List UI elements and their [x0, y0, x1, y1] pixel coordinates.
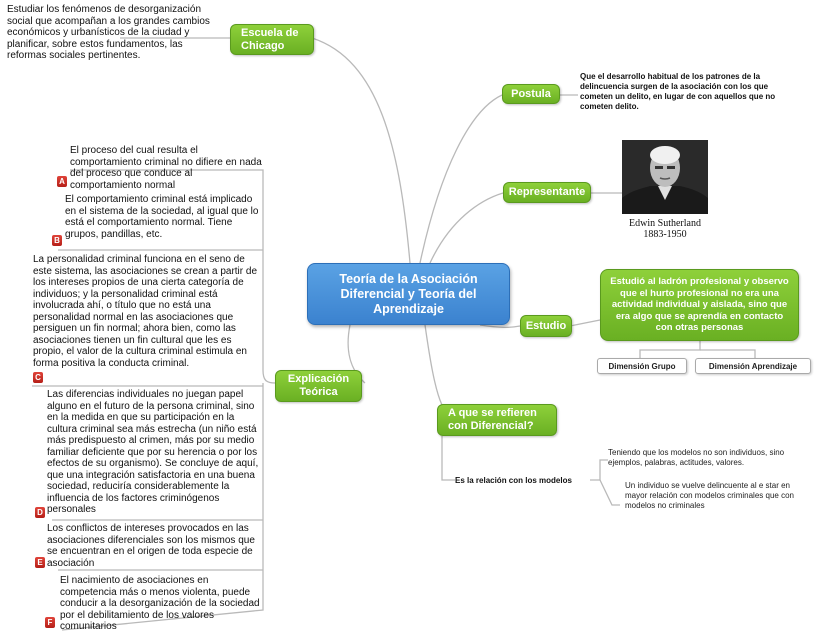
- escuela-description: Estudiar los fenómenos de desorganización social que acompañan a los grandes cambios económicos y urbanísticos de la ciudad y planificar, sobre estos fundamentos, las reformas sociales pertinentes.: [7, 4, 210, 61]
- explicacion-item-d: Las diferencias individuales no juegan papel alguno en el futuro de la persona criminal, sino en la medida en que su participación en la cultura criminal sea más estrecha (un niño está más predispuesto al crimen, más por su medio familiar deficiente que por su herencia o por los efectos de su organismo). Se concluye de aquí, que una integración satisfactoria en una buena sociedad, reduciría considerablemente la influencia de los factores criminógenos personales: [47, 389, 259, 515]
- badge-f-icon: F: [45, 617, 55, 628]
- explicacion-item-b: El comportamiento criminal está implicado en el sistema de la sociedad, al igual que lo está el comportamiento normal. Tiene grupos, pandillas, etc.: [65, 194, 259, 240]
- diferencial-node: A que se refieren con Diferencial?: [437, 404, 557, 436]
- estudio-node: Estudio: [520, 315, 572, 337]
- central-topic: Teoría de la Asociación Diferencial y Teoría del Aprendizaje: [307, 263, 510, 325]
- badge-a-icon: A: [57, 176, 67, 187]
- badge-e-icon: E: [35, 557, 45, 568]
- explicacion-teorica-node: Explicación Teórica: [275, 370, 362, 402]
- explicacion-item-c: La personalidad criminal funciona en el seno de este sistema, las asociaciones se crean a partir de los intereses propios de una cierta categoría de individuos; y la personalidad criminal está involucrada ahí, o título que no está una personalidad normal en las asociaciones que persiguen un fin normal; ahora bien, como las asociaciones tienen un fin cultural que les es propio, el valor de la cultura criminal estimula en forma positiva la conducta criminal.: [33, 254, 257, 369]
- sutherland-portrait: [622, 140, 708, 214]
- badge-b-icon: B: [52, 235, 62, 246]
- diferencial-note-2: Un individuo se vuelve delincuente al e star en mayor relación con modelos criminales que con modelos no criminales: [625, 481, 794, 510]
- portrait-caption-years: 1883-1950: [643, 229, 687, 240]
- postula-node: Postula: [502, 84, 560, 104]
- estudio-description: Estudió al ladrón profesional y observo que el hurto profesional no era una actividad individual y aislada, sino que era algo que se aprendía en contacto con otras personas: [600, 269, 799, 341]
- explicacion-item-f: El nacimiento de asociaciones en competencia más o menos violenta, puede conducir a la desorganización de la sociedad por el debilitamiento de los valores comunitarios: [60, 575, 260, 632]
- escuela-de-chicago-node: Escuela de Chicago: [230, 24, 314, 55]
- relacion-modelos-label: Es la relación con los modelos: [455, 476, 572, 485]
- badge-d-icon: D: [35, 507, 45, 518]
- dimension-aprendizaje-node: Dimensión Aprendizaje: [695, 358, 811, 374]
- diferencial-note-1: Teniendo que los modelos no son individuos, sino ejemplos, palabras, actitudes, valores.: [608, 448, 785, 467]
- postula-description: Que el desarrollo habitual de los patrones de la delincuencia surgen de la asociación con los que cometen un delito, en lugar de con aquellos que no cometen delito.: [580, 72, 776, 111]
- explicacion-item-a: El proceso del cual resulta el comportamiento criminal no difiere en nada del proceso que conduce al comportamiento normal: [70, 145, 262, 191]
- badge-c-icon: C: [33, 372, 43, 383]
- explicacion-item-e: Los conflictos de intereses provocados en las asociaciones diferenciales son los mismos que se encuentran en el origen de toda especie de asociación: [47, 523, 255, 569]
- representante-node: Representante: [503, 182, 591, 203]
- dimension-grupo-node: Dimensión Grupo: [597, 358, 687, 374]
- portrait-caption-name: Edwin Sutherland: [629, 218, 701, 229]
